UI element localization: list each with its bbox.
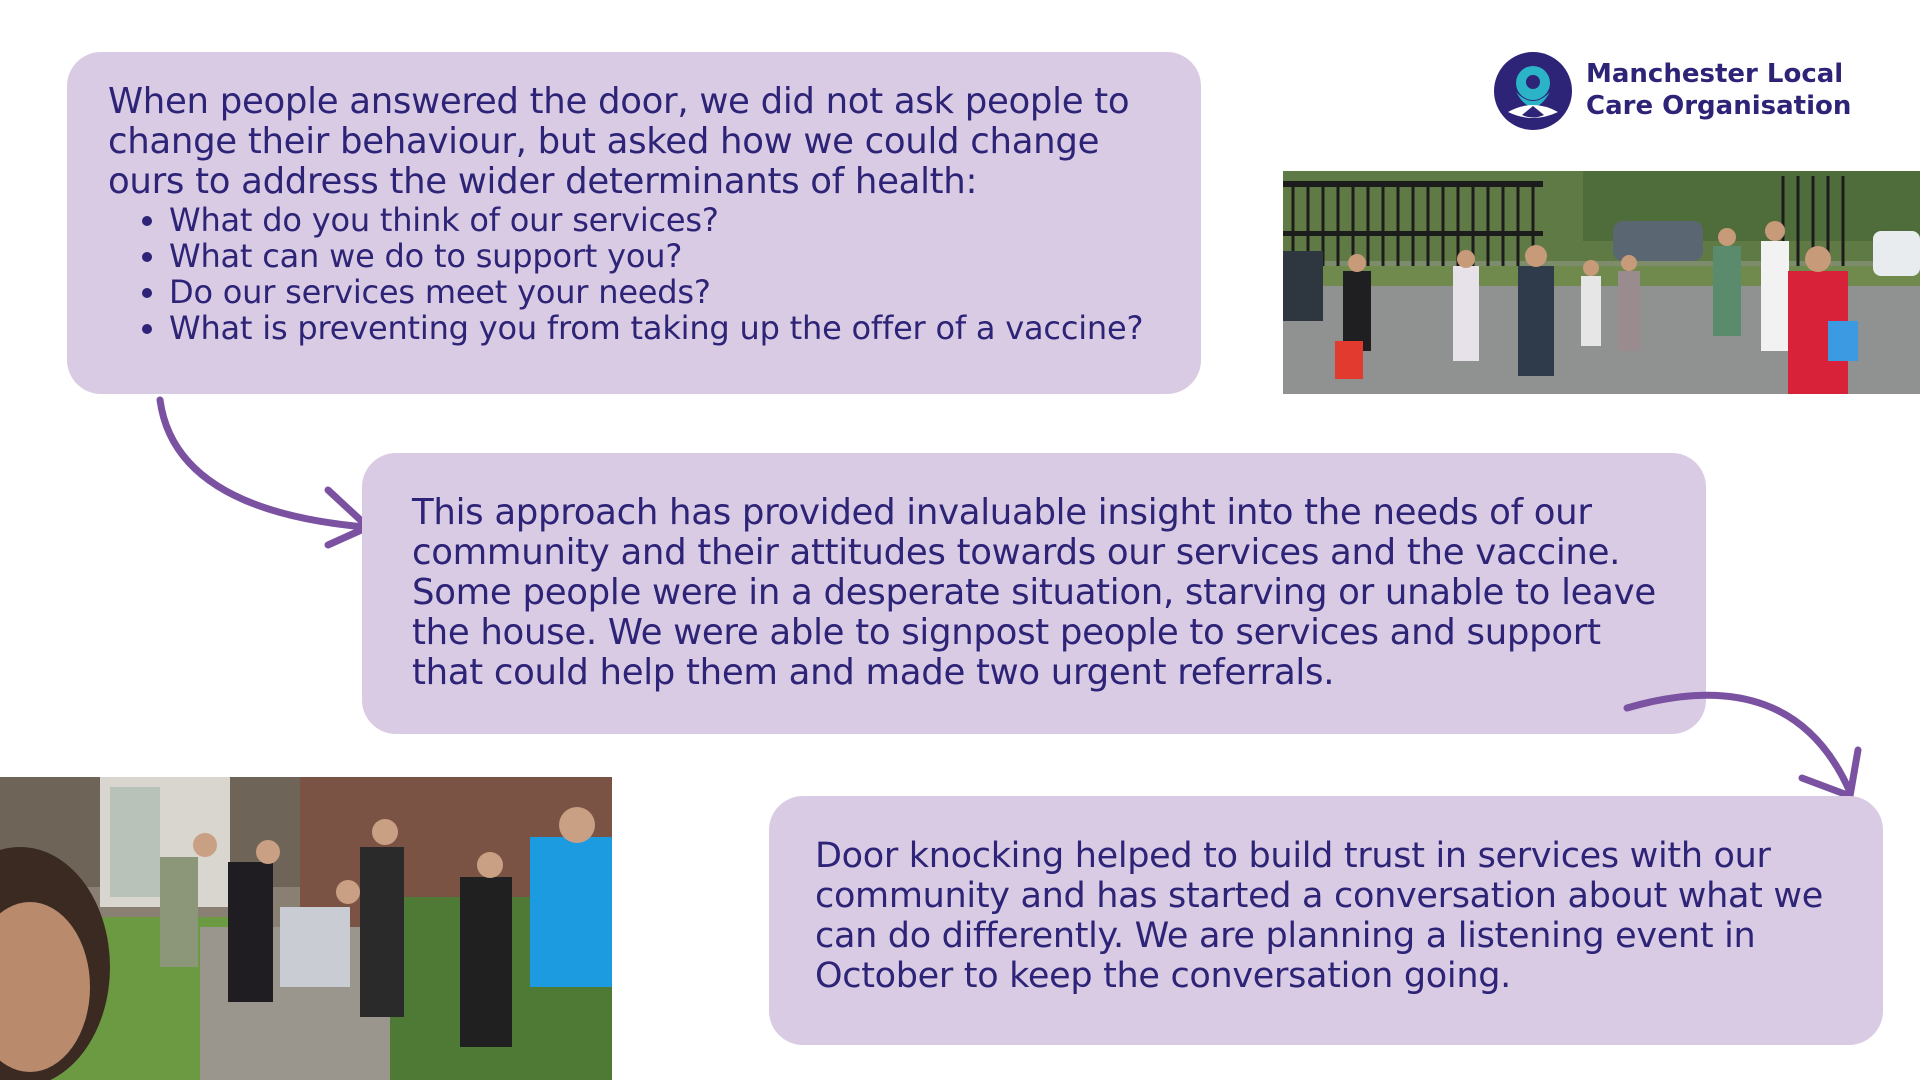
location-pin-logo-icon [1494, 52, 1572, 130]
logo-text [1586, 58, 1851, 122]
logo-line-1: Manchester Local [1586, 59, 1844, 89]
trust-box [769, 796, 1883, 1045]
team-photo-garden [0, 777, 612, 1080]
door-questions-intro: When people answered the door, we did not ask people to change their behaviour, but asked how we could change ours to address the wider determinants of health: [108, 81, 1130, 202]
insight-box [362, 453, 1706, 734]
list-item: • What can we do to support you? [169, 238, 1171, 274]
curved-arrow-icon [1622, 680, 1872, 810]
trust-text: Door knocking helped to build trust in services with our community and has started a conversation about what we can do differently. We are planning a listening event in October to keep the conversation going. [815, 836, 1823, 996]
logo [1494, 52, 1894, 130]
questions-list [108, 202, 1171, 346]
list-item: • What do you think of our services? [169, 202, 1171, 238]
door-questions-box [67, 52, 1201, 394]
list-item: • What is preventing you from taking up the offer of a vaccine? [169, 310, 1171, 346]
team-photo-car-park [1283, 171, 1920, 394]
list-item: • Do our services meet your needs? [169, 274, 1171, 310]
curved-arrow-icon [150, 395, 380, 555]
logo-line-2: Care Organisation [1586, 91, 1852, 121]
insight-text: This approach has provided invaluable insight into the needs of our community and their attitudes towards our services and the vaccine. Some people were in a desperate situation, starving or unable to leave the house. We were able to signpost people to services and support that could help them and made two urgent referrals. [412, 492, 1656, 693]
